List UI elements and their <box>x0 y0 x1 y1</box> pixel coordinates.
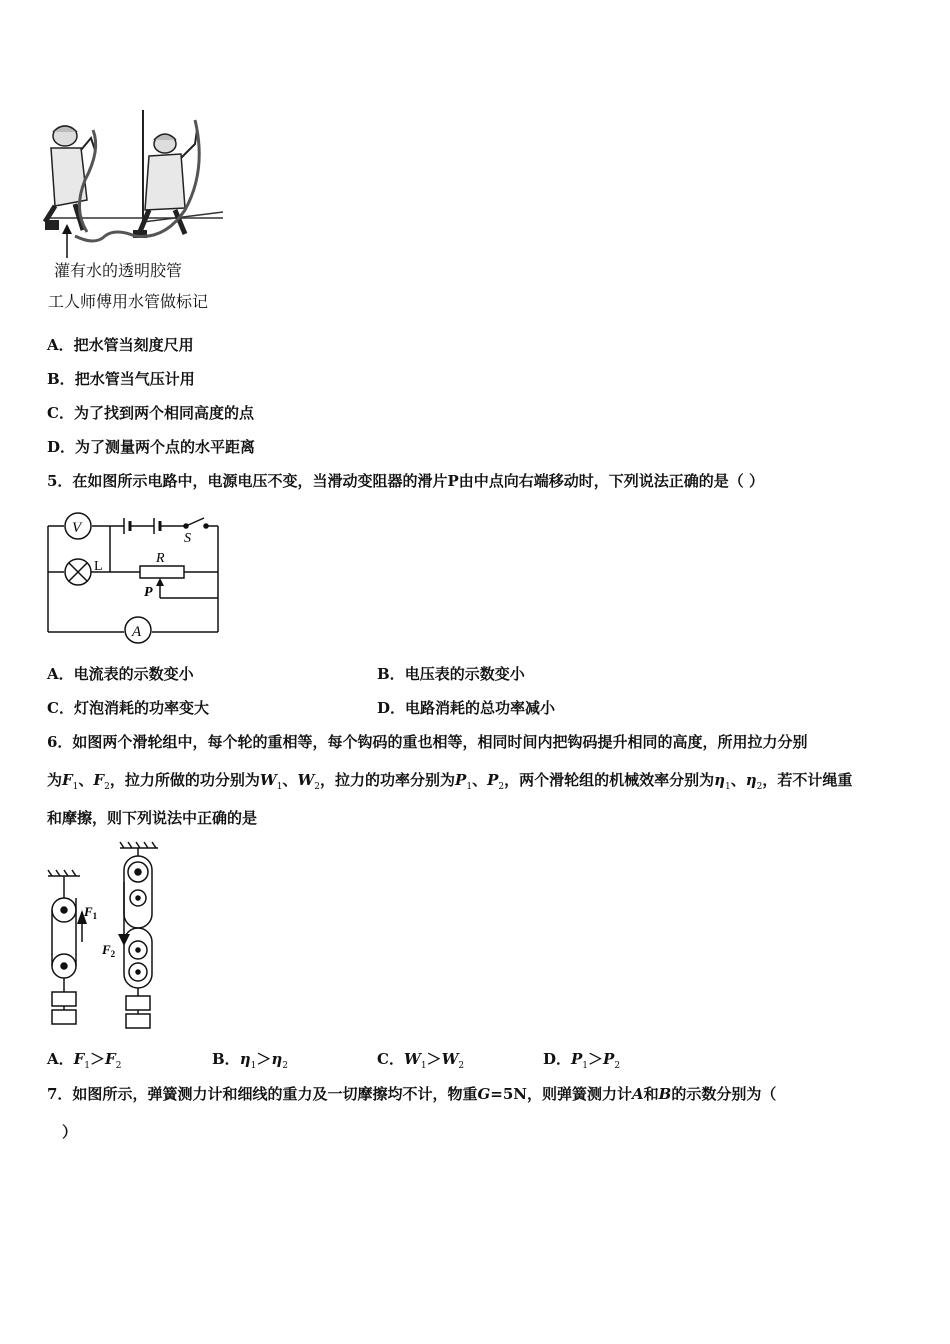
q5-option-c: C．灯泡消耗的功率变大 <box>47 699 209 717</box>
q6-stem-line1: 6．如图两个滑轮组中，每个轮的重相等，每个钩码的重也相等，相同时间内把钩码提升相同的高度，所用拉力分别 <box>47 733 808 751</box>
q6-option-a: A．$F_1>F_2$ <box>47 1050 122 1071</box>
q7-stem-line2: ） <box>62 1123 78 1141</box>
ammeter-label: A <box>132 624 142 640</box>
worker-figure <box>45 110 225 260</box>
pulley-label-f2-sub: 2 <box>110 949 116 959</box>
q6-stem-line2: 为$F_1$、$F_2$，拉力所做的功分别为$W_1$、$W_2$，拉力的功率分别为$P_1$、$P_2$，两个滑轮组的机械效率分别为$\eta_1$、$\eta_2$，若不计绳重 <box>47 771 853 792</box>
q7-stem-line1: 7．如图所示，弹簧测力计和细线的重力及一切摩擦均不计，物重G=5N，则弹簧测力计A和B的示数分别为（ <box>47 1085 777 1103</box>
q4-option-d: D．为了测量两个点的水平距离 <box>47 438 256 456</box>
rheostat-label: R <box>156 551 165 566</box>
q5-stem: 5．在如图所示电路中，电源电压不变，当滑动变阻器的滑片P由中点向右端移动时，下列说法正确的是（ ） <box>47 472 764 490</box>
q6-stem-line3: 和摩擦，则下列说法中正确的是 <box>47 809 258 827</box>
q6-option-d: D．$P_1>P_2$ <box>543 1050 621 1071</box>
q4-option-a: A．把水管当刻度尺用 <box>47 336 194 354</box>
q5-option-b: B．电压表的示数变小 <box>377 665 525 683</box>
pulley-label-f2: F <box>102 942 111 957</box>
svg-text:F2 <box>101 942 116 959</box>
q5-option-a: A．电流表的示数变小 <box>47 665 194 683</box>
figure-caption-worker: 工人师傅用水管做标记 <box>48 292 209 311</box>
voltmeter-label: V <box>72 520 82 536</box>
q6-option-c: C．$W_1>W_2$ <box>377 1050 465 1071</box>
pulley-figure <box>44 842 174 1032</box>
q5-option-d: D．电路消耗的总功率减小 <box>377 699 556 717</box>
pulley-label-f1: F <box>84 904 93 919</box>
switch-label: S <box>184 531 191 546</box>
lamp-label: L <box>94 559 103 574</box>
figure-caption-tube: 灌有水的透明胶管 <box>54 261 183 280</box>
q4-option-b: B．把水管当气压计用 <box>47 370 195 388</box>
slider-label: P <box>144 585 153 600</box>
q4-option-c: C．为了找到两个相同高度的点 <box>47 404 254 422</box>
pulley-label-f1-sub: 1 <box>92 911 98 921</box>
svg-text:F1 <box>83 904 98 921</box>
q6-option-b: B．$\eta_1>\eta_2$ <box>212 1050 288 1071</box>
circuit-diagram <box>44 508 226 638</box>
